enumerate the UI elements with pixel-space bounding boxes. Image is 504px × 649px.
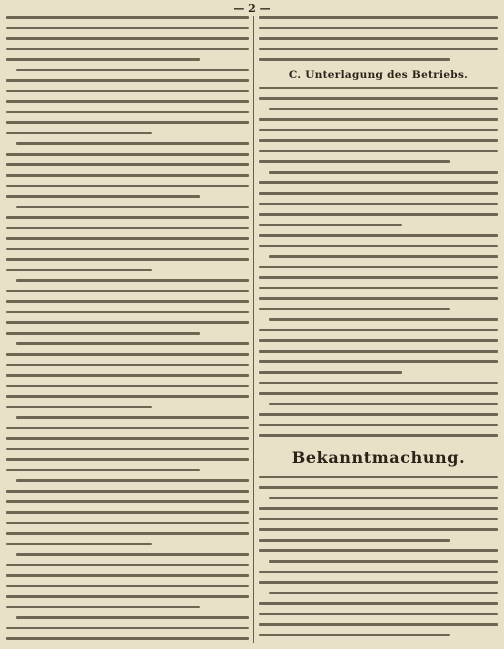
text-line [6, 111, 249, 114]
text-line [16, 616, 249, 619]
text-line [269, 560, 498, 563]
text-line [259, 97, 498, 100]
text-line [6, 458, 249, 461]
text-line [6, 248, 249, 251]
text-line [6, 332, 200, 335]
text-line [259, 434, 498, 437]
text-line [259, 266, 498, 269]
text-line [6, 132, 152, 135]
text-line [6, 174, 249, 177]
text-line [259, 37, 498, 40]
text-line [269, 108, 498, 111]
text-line [6, 100, 249, 103]
text-line [6, 121, 249, 124]
text-line [6, 385, 249, 388]
text-line [259, 329, 498, 332]
text-line [259, 528, 498, 531]
text-line [6, 532, 249, 535]
text-line [6, 448, 249, 451]
text-line [259, 87, 498, 90]
text-line [259, 203, 498, 206]
text-line [6, 48, 249, 51]
text-line [259, 213, 498, 216]
text-line [259, 350, 498, 353]
text-line [6, 606, 200, 609]
text-line [259, 234, 498, 237]
text-line [6, 500, 249, 503]
text-line [16, 142, 249, 145]
text-line [259, 623, 498, 626]
text-line [259, 308, 450, 311]
text-line [6, 595, 249, 598]
text-line [259, 27, 498, 30]
text-line [6, 564, 249, 567]
text-line [259, 382, 498, 385]
text-line [6, 469, 200, 472]
text-line [6, 627, 249, 630]
text-line [259, 392, 498, 395]
text-line [16, 69, 249, 72]
text-line [259, 192, 498, 195]
text-line [259, 276, 498, 279]
text-line [6, 163, 249, 166]
text-line [259, 476, 498, 479]
text-line [6, 153, 249, 156]
text-line [6, 364, 249, 367]
text-line [16, 416, 249, 419]
two-column-body [6, 16, 498, 643]
text-line [6, 185, 249, 188]
text-line [259, 58, 450, 61]
text-line [6, 237, 249, 240]
text-line [6, 311, 249, 314]
text-line [269, 255, 498, 258]
text-line [6, 258, 249, 261]
text-line [6, 37, 249, 40]
text-line [16, 553, 249, 556]
text-line [259, 602, 498, 605]
text-line [259, 549, 498, 552]
text-line [6, 585, 249, 588]
right-column-bottom-text [259, 476, 498, 637]
section-heading-c: C. Unterlagung des Betriebs. [288, 68, 469, 81]
text-line [16, 342, 249, 345]
text-line [259, 413, 498, 416]
text-line [259, 245, 498, 248]
text-line [259, 181, 498, 184]
text-line [259, 360, 498, 363]
text-line [259, 150, 498, 153]
text-line [6, 58, 200, 61]
text-line [259, 486, 498, 489]
text-line [259, 287, 498, 290]
text-line [259, 371, 402, 374]
text-line [6, 227, 249, 230]
text-line [269, 497, 498, 500]
text-line [6, 637, 249, 640]
text-line [259, 224, 402, 227]
text-line [6, 269, 152, 272]
text-line [259, 581, 498, 584]
text-line [6, 27, 249, 30]
text-line [6, 79, 249, 82]
text-line [259, 118, 498, 121]
text-line [259, 507, 498, 510]
text-line [259, 424, 498, 427]
text-line [259, 129, 498, 132]
text-line [16, 479, 249, 482]
text-line [6, 195, 200, 198]
notice-heading: Bekanntmachung. [291, 447, 466, 467]
text-line [6, 300, 249, 303]
right-column-top-text [259, 16, 498, 61]
text-line [6, 490, 249, 493]
text-line [6, 395, 249, 398]
text-line [16, 206, 249, 209]
text-line [6, 353, 249, 356]
text-line [259, 139, 498, 142]
text-line [259, 539, 450, 542]
right-column [253, 16, 498, 643]
text-line [259, 16, 498, 19]
text-line [259, 571, 498, 574]
text-line [6, 574, 249, 577]
text-line [6, 511, 249, 514]
text-line [269, 318, 498, 321]
text-line [6, 321, 249, 324]
text-line [259, 634, 450, 637]
right-column-middle-text [259, 87, 498, 437]
text-line [269, 592, 498, 595]
text-line [6, 90, 249, 93]
text-line [259, 339, 498, 342]
text-line [6, 522, 249, 525]
text-line [259, 297, 498, 300]
text-line [16, 279, 249, 282]
text-line [6, 543, 152, 546]
text-line [269, 403, 498, 406]
text-line [6, 290, 249, 293]
text-line [259, 518, 498, 521]
text-line [259, 160, 450, 163]
text-line [259, 613, 498, 616]
text-line [6, 427, 249, 430]
text-line [6, 374, 249, 377]
left-column [6, 16, 253, 643]
page-number: — 2 — [233, 2, 271, 15]
text-line [6, 16, 249, 19]
text-line [269, 171, 498, 174]
text-line [6, 406, 152, 409]
text-line [6, 216, 249, 219]
text-line [259, 48, 498, 51]
text-line [6, 437, 249, 440]
